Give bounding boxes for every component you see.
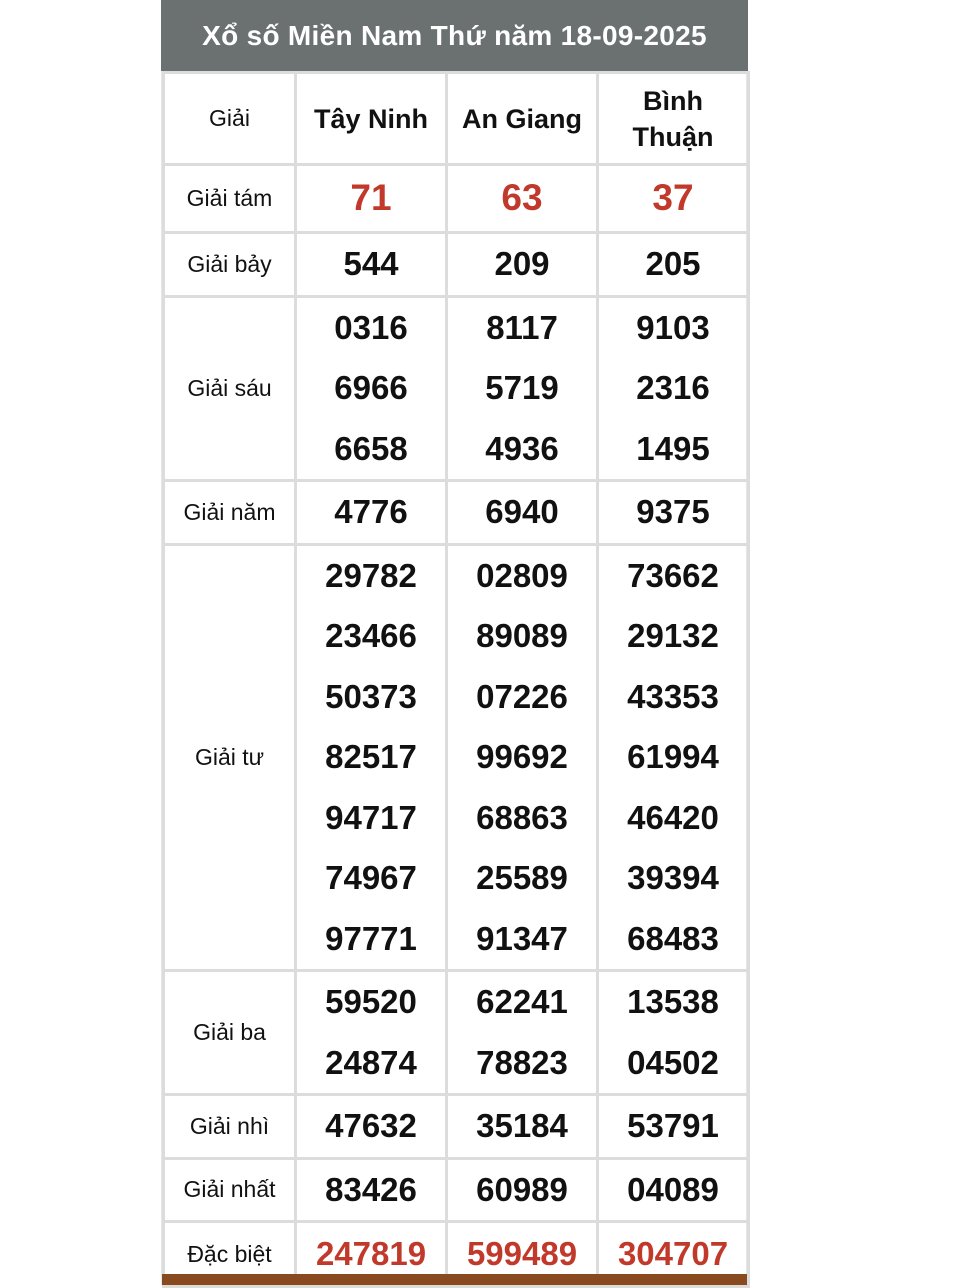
- prize-number: 68483: [627, 919, 719, 957]
- prize-label: Giải bảy: [164, 233, 296, 297]
- prize-label: Giải tư: [164, 544, 296, 971]
- header-province-binh-thuan: Bình Thuận: [598, 73, 749, 165]
- prize-label: Đặc biệt: [164, 1222, 296, 1287]
- prize-number: 07226: [476, 677, 568, 715]
- prize-values-cell: [598, 544, 749, 971]
- prize-row: [164, 481, 749, 545]
- prize-values-cell: [447, 481, 598, 545]
- prize-number: 29782: [325, 556, 417, 594]
- prize-number: 91347: [476, 919, 568, 957]
- prize-number: 1495: [636, 429, 710, 467]
- prize-label: Giải sáu: [164, 296, 296, 481]
- prize-row: [164, 1095, 749, 1159]
- prize-number: 60989: [476, 1170, 568, 1208]
- prize-values-cell: [447, 1095, 598, 1159]
- prize-values-cell: [447, 296, 598, 481]
- prize-values-cell: [296, 481, 447, 545]
- prize-values-cell: [598, 1095, 749, 1159]
- prize-values-cell: [598, 296, 749, 481]
- prize-number: 59520: [325, 983, 417, 1020]
- prize-number: 47632: [325, 1107, 417, 1144]
- prize-number: 4936: [485, 429, 559, 467]
- prize-values-cell: [296, 296, 447, 481]
- prize-values-cell: [447, 544, 598, 971]
- prize-number: 8117: [486, 308, 558, 346]
- prize-values-cell: [447, 165, 598, 233]
- prize-number: 78823: [476, 1043, 568, 1081]
- prize-values-cell: [447, 971, 598, 1095]
- prize-values-cell: [598, 481, 749, 545]
- results-table: [162, 71, 750, 1288]
- prize-number: 23466: [325, 617, 417, 654]
- prize-number: 544: [343, 245, 399, 282]
- prize-number: 2316: [636, 369, 710, 406]
- prize-row: [164, 296, 749, 481]
- prize-values-cell: [598, 971, 749, 1095]
- prize-number: 61994: [627, 738, 719, 775]
- prize-number: 46420: [627, 798, 719, 836]
- prize-number: 97771: [325, 919, 417, 957]
- prize-number: 209: [494, 245, 550, 282]
- prize-values-cell: [447, 233, 598, 297]
- prize-number: 13538: [627, 983, 719, 1020]
- prize-values-cell: [296, 165, 447, 233]
- prize-number: 304707: [617, 1234, 729, 1272]
- prize-number: 0316: [334, 308, 408, 346]
- prize-number: 247819: [315, 1234, 427, 1272]
- prize-number: 71: [350, 177, 392, 219]
- prize-values-cell: [598, 1158, 749, 1222]
- prize-number: 25589: [476, 859, 568, 896]
- header-province-an-giang: An Giang: [447, 73, 598, 165]
- prize-values-cell: [296, 971, 447, 1095]
- prize-number: 205: [645, 245, 701, 282]
- prize-values-cell: [447, 1158, 598, 1222]
- prize-number: 6658: [334, 429, 408, 467]
- prize-values-cell: [296, 1095, 447, 1159]
- prize-number: 73662: [627, 556, 719, 594]
- prize-values-cell: [598, 233, 749, 297]
- prize-number: 4776: [334, 493, 408, 530]
- prize-number: 63: [501, 177, 543, 219]
- prize-values-cell: [598, 165, 749, 233]
- prize-number: 599489: [466, 1234, 578, 1272]
- prize-number: 99692: [476, 738, 568, 775]
- prize-label: Giải nhì: [164, 1095, 296, 1159]
- prize-number: 68863: [476, 798, 568, 836]
- prize-number: 6940: [485, 493, 559, 530]
- prize-number: 6966: [334, 369, 408, 406]
- prize-row: [164, 233, 749, 297]
- prize-number: 9375: [636, 493, 710, 530]
- prize-number: 35184: [476, 1107, 568, 1144]
- prize-row: [164, 971, 749, 1095]
- header-province-tay-ninh: Tây Ninh: [296, 73, 447, 165]
- prize-number: 74967: [325, 859, 417, 896]
- results-table-body: [164, 73, 749, 1287]
- prize-row: [164, 165, 749, 233]
- prize-label: Giải ba: [164, 971, 296, 1095]
- prize-values-cell: [296, 1158, 447, 1222]
- prize-number: 39394: [627, 859, 719, 896]
- header-row: [164, 73, 749, 165]
- prize-number: 53791: [627, 1107, 719, 1144]
- prize-label: Giải tám: [164, 165, 296, 233]
- prize-values-cell: [296, 544, 447, 971]
- prize-number: 9103: [636, 308, 710, 346]
- prize-number: 04089: [627, 1170, 719, 1208]
- prize-values-cell: [296, 233, 447, 297]
- prize-number: 29132: [627, 617, 719, 654]
- prize-label: Giải năm: [164, 481, 296, 545]
- prize-number: 5719: [485, 369, 559, 406]
- prize-number: 89089: [476, 617, 568, 654]
- prize-number: 94717: [325, 798, 417, 836]
- footer-strip: [162, 1274, 747, 1285]
- prize-number: 83426: [325, 1170, 417, 1208]
- prize-number: 02809: [476, 556, 568, 594]
- prize-number: 04502: [627, 1043, 719, 1081]
- header-prize-cell: Giải: [164, 73, 296, 165]
- page-title: Xổ số Miền Nam Thứ năm 18-09-2025: [161, 0, 748, 71]
- prize-number: 24874: [325, 1043, 417, 1081]
- prize-number: 82517: [325, 738, 417, 775]
- prize-number: 50373: [325, 677, 417, 715]
- prize-number: 62241: [476, 983, 568, 1020]
- prize-row: [164, 544, 749, 971]
- prize-number: 37: [652, 177, 694, 219]
- prize-label: Giải nhất: [164, 1158, 296, 1222]
- prize-row: [164, 1158, 749, 1222]
- prize-number: 43353: [627, 677, 719, 715]
